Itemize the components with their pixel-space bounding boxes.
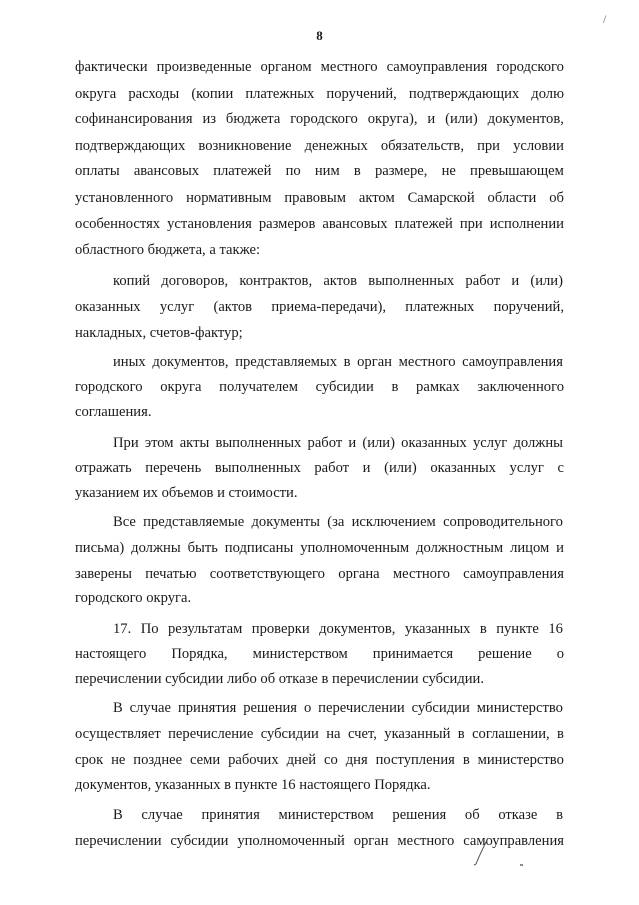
text-line: накладных, счетов-фактур;: [75, 325, 243, 341]
text-line: подтверждающих возникновение денежных обязательств, при условии: [75, 138, 564, 154]
text-line: фактически произведенные органом местного самоуправления городского: [75, 59, 564, 75]
text-line: Все представляемые документы (за исключением сопроводительного: [113, 514, 563, 530]
text-line: срок не позднее семи рабочих дней со дня поступления в министерство: [75, 752, 564, 768]
text-line: округа расходы (копии платежных поручений, подтверждающих долю: [75, 86, 564, 102]
text-line: оплаты авансовых платежей по ним в размере, не превышающем: [75, 163, 564, 179]
text-line: письма) должны быть подписаны уполномоченным должностным лицом и: [75, 540, 564, 556]
text-line: перечислении субсидии либо об отказе в перечислении субсидии.: [75, 671, 485, 687]
text-line: перечислении субсидии уполномоченный орган местного самоуправления: [75, 833, 564, 849]
text-line: особенностях установления размеров авансовых платежей при исполнении: [75, 216, 564, 232]
scan-corner-mark: /: [603, 12, 607, 26]
text-line: отражать перечень выполненных работ и (или) оказанных услуг с: [75, 460, 564, 476]
text-line: документов, указанных в пункте 16 настоящего Порядка.: [75, 777, 431, 793]
text-line: софинансирования из бюджета городского округа), и (или) документов,: [75, 111, 564, 127]
text-line: иных документов, представляемых в орган местного самоуправления: [113, 354, 563, 370]
text-line: указанием их объемов и стоимости.: [75, 485, 298, 501]
text-line: 17. По результатам проверки документов, указанных в пункте 16: [113, 621, 563, 637]
text-line: соглашения.: [75, 404, 152, 420]
text-line: областного бюджета, а также:: [75, 242, 261, 258]
text-line: настоящего Порядка, министерством принимается решение о: [75, 646, 564, 662]
text-line: В случае принятия решения о перечислении субсидии министерство: [113, 700, 563, 716]
text-line: городского округа получателем субсидии в рамках заключенного: [75, 379, 564, 395]
pen-stroke-mark: [470, 836, 494, 866]
scan-dot-mark: [520, 864, 523, 866]
text-line: осуществляет перечисление субсидии на счет, указанный в соглашении, в: [75, 726, 564, 742]
text-line: копий договоров, контрактов, актов выполненных работ и (или): [113, 273, 563, 289]
text-line: В случае принятия министерством решения об отказе в: [113, 807, 563, 823]
text-line: оказанных услуг (актов приема-передачи), платежных поручений,: [75, 299, 564, 315]
text-line: установленного нормативным правовым актом Самарской области об: [75, 190, 564, 206]
text-line: заверены печатью соответствующего органа местного самоуправления: [75, 566, 564, 582]
page-number: 8: [316, 28, 323, 43]
text-line: При этом акты выполненных работ и (или) оказанных услуг должны: [113, 435, 563, 451]
text-line: городского округа.: [75, 590, 192, 606]
